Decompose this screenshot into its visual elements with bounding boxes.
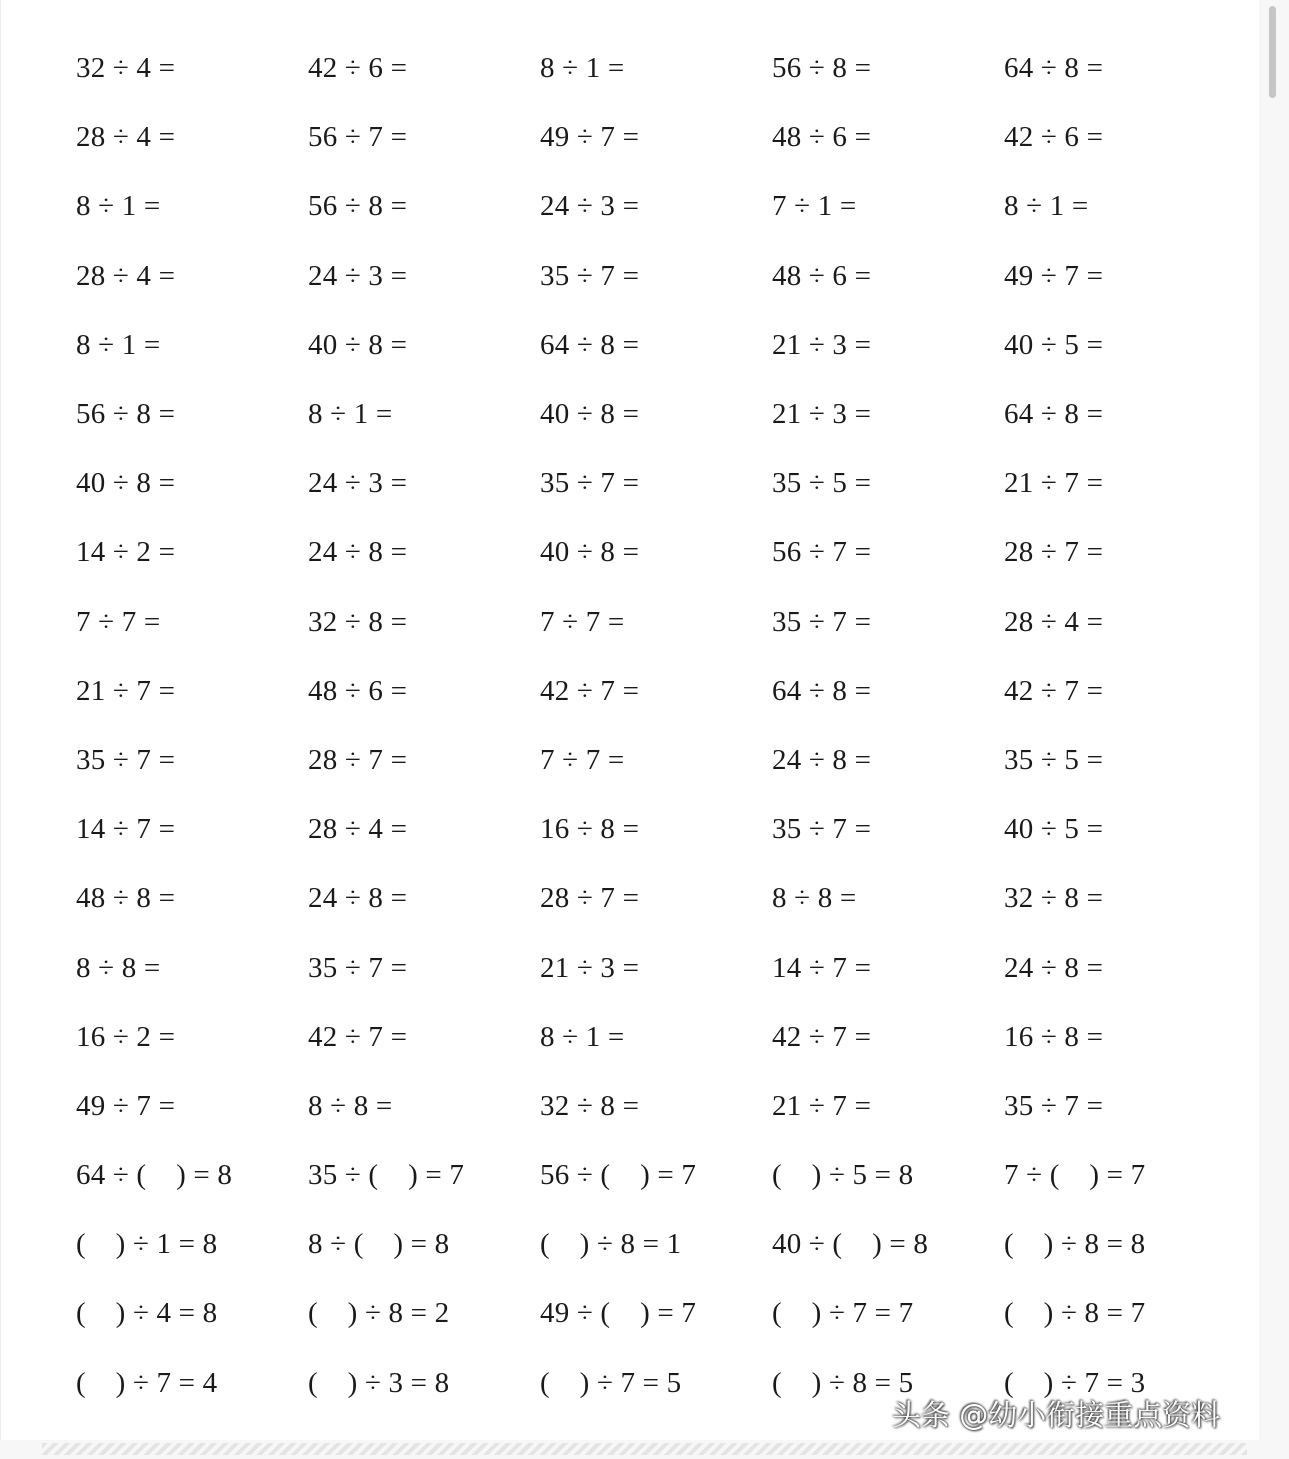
division-problem: 40 ÷ ( ) = 8	[772, 1228, 929, 1261]
division-problem: 28 ÷ 7 =	[540, 882, 640, 915]
division-problem: 56 ÷ 7 =	[772, 536, 872, 569]
division-problem: 35 ÷ 7 =	[1004, 1089, 1104, 1122]
division-problem: ( ) ÷ 8 = 5	[772, 1366, 914, 1399]
division-problem: 48 ÷ 6 =	[772, 259, 872, 292]
division-problem: ( ) ÷ 8 = 2	[308, 1297, 450, 1330]
division-problem: 8 ÷ 8 =	[76, 951, 161, 984]
division-problem: 42 ÷ 7 =	[540, 674, 640, 707]
division-problem: 24 ÷ 8 =	[308, 882, 408, 915]
problem-row	[76, 1279, 1236, 1348]
division-problem: 35 ÷ 7 =	[772, 813, 872, 846]
division-problem: 21 ÷ 7 =	[1004, 467, 1104, 500]
division-problem: 28 ÷ 4 =	[308, 813, 408, 846]
division-problem: ( ) ÷ 7 = 7	[772, 1297, 914, 1330]
division-problem: 24 ÷ 3 =	[540, 190, 640, 223]
problem-row	[76, 242, 1236, 311]
scrollbar-track[interactable]	[1269, 0, 1277, 1440]
division-problem: ( ) ÷ 3 = 8	[308, 1366, 450, 1399]
division-problem: 8 ÷ ( ) = 8	[308, 1228, 450, 1261]
division-problem: 40 ÷ 5 =	[1004, 328, 1104, 361]
division-problem: 35 ÷ ( ) = 7	[308, 1159, 465, 1192]
division-problem: ( ) ÷ 7 = 4	[76, 1366, 218, 1399]
division-problem: 8 ÷ 1 =	[76, 328, 161, 361]
division-problem: 35 ÷ 5 =	[1004, 743, 1104, 776]
division-problem: 14 ÷ 2 =	[76, 536, 176, 569]
problem-row	[76, 449, 1236, 518]
division-problem: 21 ÷ 3 =	[772, 398, 872, 431]
division-problem: 35 ÷ 5 =	[772, 467, 872, 500]
division-problem: 35 ÷ 7 =	[772, 605, 872, 638]
division-problem: 8 ÷ 1 =	[76, 190, 161, 223]
division-problem: ( ) ÷ 5 = 8	[772, 1159, 914, 1192]
division-problem: 7 ÷ 7 =	[540, 743, 625, 776]
division-problem: 48 ÷ 8 =	[76, 882, 176, 915]
division-problem: 7 ÷ 7 =	[76, 605, 161, 638]
division-problem: ( ) ÷ 7 = 5	[540, 1366, 682, 1399]
division-problem: 32 ÷ 4 =	[76, 52, 176, 85]
division-problem: 8 ÷ 1 =	[308, 398, 393, 431]
division-problem: 16 ÷ 8 =	[1004, 1020, 1104, 1053]
division-problem-grid	[76, 34, 1236, 1418]
division-problem: ( ) ÷ 8 = 1	[540, 1228, 682, 1261]
problem-row	[76, 518, 1236, 587]
division-problem: 49 ÷ 7 =	[540, 121, 640, 154]
division-problem: 56 ÷ 7 =	[308, 121, 408, 154]
division-problem: 24 ÷ 3 =	[308, 467, 408, 500]
division-problem: 56 ÷ 8 =	[76, 398, 176, 431]
division-problem: 42 ÷ 7 =	[772, 1020, 872, 1053]
division-problem: 64 ÷ 8 =	[540, 328, 640, 361]
problem-row	[76, 933, 1236, 1002]
problem-row	[76, 1003, 1236, 1072]
division-problem: 64 ÷ 8 =	[772, 674, 872, 707]
division-problem: 28 ÷ 4 =	[76, 121, 176, 154]
problem-row	[76, 380, 1236, 449]
division-problem: 42 ÷ 6 =	[1004, 121, 1104, 154]
division-problem: 8 ÷ 8 =	[308, 1089, 393, 1122]
division-problem: ( ) ÷ 7 = 3	[1004, 1366, 1146, 1399]
problem-row	[76, 172, 1236, 241]
division-problem: 64 ÷ ( ) = 8	[76, 1159, 233, 1192]
scrollbar-thumb[interactable]	[1269, 6, 1276, 98]
division-problem: 8 ÷ 8 =	[772, 882, 857, 915]
division-problem: 8 ÷ 1 =	[1004, 190, 1089, 223]
division-problem: 32 ÷ 8 =	[540, 1089, 640, 1122]
division-problem: 49 ÷ 7 =	[1004, 259, 1104, 292]
problem-row	[76, 1210, 1236, 1279]
division-problem: 64 ÷ 8 =	[1004, 52, 1104, 85]
division-problem: 42 ÷ 7 =	[1004, 674, 1104, 707]
division-problem: 35 ÷ 7 =	[308, 951, 408, 984]
division-problem: 21 ÷ 3 =	[772, 328, 872, 361]
division-problem: 42 ÷ 6 =	[308, 52, 408, 85]
problem-row	[76, 34, 1236, 103]
problem-row	[76, 657, 1236, 726]
division-problem: 35 ÷ 7 =	[540, 259, 640, 292]
division-problem: 24 ÷ 8 =	[772, 743, 872, 776]
division-problem: 35 ÷ 7 =	[540, 467, 640, 500]
division-problem: 49 ÷ 7 =	[76, 1089, 176, 1122]
division-problem: 35 ÷ 7 =	[76, 743, 176, 776]
division-problem: ( ) ÷ 1 = 8	[76, 1228, 218, 1261]
division-problem: 40 ÷ 8 =	[76, 467, 176, 500]
problem-row	[76, 103, 1236, 172]
division-problem: 21 ÷ 7 =	[772, 1089, 872, 1122]
division-problem: 49 ÷ ( ) = 7	[540, 1297, 697, 1330]
problem-row	[76, 864, 1236, 933]
division-problem: 14 ÷ 7 =	[76, 813, 176, 846]
division-problem: 56 ÷ 8 =	[772, 52, 872, 85]
division-problem: 28 ÷ 7 =	[308, 743, 408, 776]
division-problem: 8 ÷ 1 =	[540, 52, 625, 85]
problem-row	[76, 1072, 1236, 1141]
problem-row	[76, 1141, 1236, 1210]
division-problem: 32 ÷ 8 =	[308, 605, 408, 638]
division-problem: 16 ÷ 8 =	[540, 813, 640, 846]
division-problem: 24 ÷ 8 =	[308, 536, 408, 569]
division-problem: 56 ÷ ( ) = 7	[540, 1159, 697, 1192]
problem-row	[76, 795, 1236, 864]
division-problem: 28 ÷ 7 =	[1004, 536, 1104, 569]
division-problem: 40 ÷ 8 =	[540, 398, 640, 431]
division-problem: ( ) ÷ 8 = 8	[1004, 1228, 1146, 1261]
division-problem: 24 ÷ 3 =	[308, 259, 408, 292]
division-problem: 14 ÷ 7 =	[772, 951, 872, 984]
division-problem: 7 ÷ 1 =	[772, 190, 857, 223]
division-problem: 21 ÷ 3 =	[540, 951, 640, 984]
division-problem: 40 ÷ 8 =	[540, 536, 640, 569]
division-problem: 24 ÷ 8 =	[1004, 951, 1104, 984]
problem-row	[76, 311, 1236, 380]
division-problem: 8 ÷ 1 =	[540, 1020, 625, 1053]
division-problem: 40 ÷ 5 =	[1004, 813, 1104, 846]
division-problem: 42 ÷ 7 =	[308, 1020, 408, 1053]
division-problem: 7 ÷ ( ) = 7	[1004, 1159, 1146, 1192]
division-problem: 48 ÷ 6 =	[308, 674, 408, 707]
watermark-text: 头条 @幼小衔接重点资料	[892, 1398, 1221, 1432]
problem-row	[76, 588, 1236, 657]
division-problem: 21 ÷ 7 =	[76, 674, 176, 707]
division-problem: ( ) ÷ 4 = 8	[76, 1297, 218, 1330]
division-problem: 56 ÷ 8 =	[308, 190, 408, 223]
division-problem: 64 ÷ 8 =	[1004, 398, 1104, 431]
division-problem: 32 ÷ 8 =	[1004, 882, 1104, 915]
division-problem: 7 ÷ 7 =	[540, 605, 625, 638]
division-problem: 28 ÷ 4 =	[76, 259, 176, 292]
division-problem: 48 ÷ 6 =	[772, 121, 872, 154]
division-problem: 28 ÷ 4 =	[1004, 605, 1104, 638]
division-problem: 16 ÷ 2 =	[76, 1020, 176, 1053]
page-bottom-divider	[42, 1443, 1247, 1455]
problem-row	[76, 726, 1236, 795]
division-problem: ( ) ÷ 8 = 7	[1004, 1297, 1146, 1330]
division-problem: 40 ÷ 8 =	[308, 328, 408, 361]
